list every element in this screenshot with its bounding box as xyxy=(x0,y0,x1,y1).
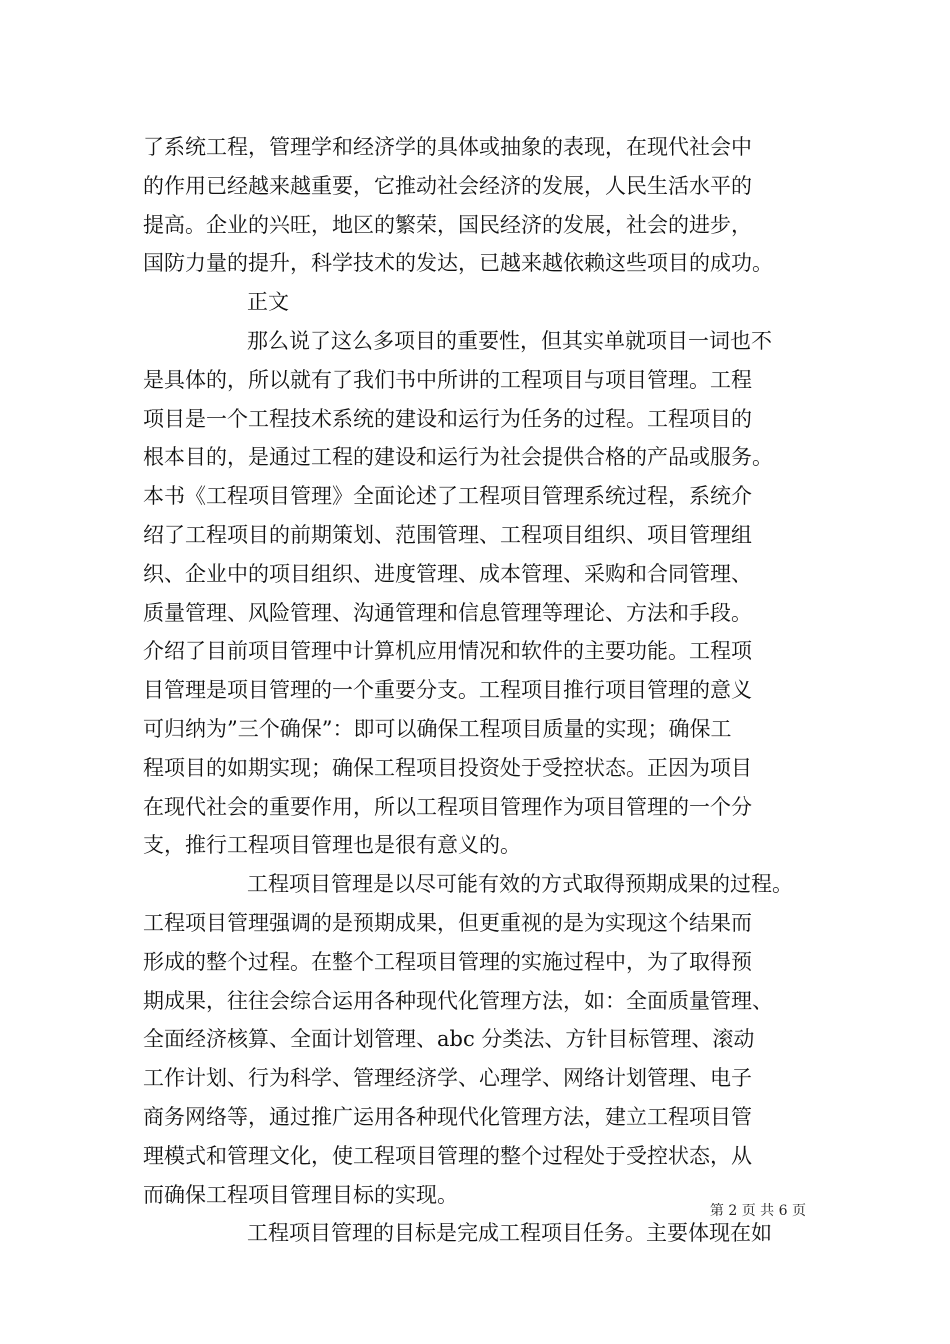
body-text-line: 期成果，往往会综合运用各种现代化管理方法，如：全面质量管理、 xyxy=(143,988,773,1013)
body-text-line: 目管理是项目管理的一个重要分支。工程项目推行项目管理的意义 xyxy=(143,678,752,703)
body-text-line: 绍了工程项目的前期策划、范围管理、工程项目组织、项目管理组 xyxy=(143,522,752,547)
body-text-line: 工作计划、行为科学、管理经济学、心理学、网络计划管理、电子 xyxy=(143,1066,752,1091)
body-text-line: 根本目的，是通过工程的建设和运行为社会提供合格的产品或服务。 xyxy=(143,445,773,470)
body-text-line: 提高。企业的兴旺，地区的繁荣，国民经济的发展，社会的进步， xyxy=(143,212,752,237)
body-text-line: 项目是一个工程技术系统的建设和运行为任务的过程。工程项目的 xyxy=(143,406,752,431)
body-text-line: 在现代社会的重要作用，所以工程项目管理作为项目管理的一个分 xyxy=(143,794,752,819)
body-text-line: 织、企业中的项目组织、进度管理、成本管理、采购和合同管理、 xyxy=(143,561,752,586)
body-text-line: 可归纳为”三个确保”：即可以确保工程项目质量的实现；确保工 xyxy=(143,716,732,741)
body-text-line: 程项目的如期实现；确保工程项目投资处于受控状态。正因为项目 xyxy=(143,755,752,780)
body-text-line: 商务网络等，通过推广运用各种现代化管理方法，建立工程项目管 xyxy=(143,1104,752,1129)
body-text-line: 了系统工程，管理学和经济学的具体或抽象的表现，在现代社会中 xyxy=(143,135,752,159)
body-text-line: 国防力量的提升，科学技术的发达，已越来越依赖这些项目的成功。 xyxy=(143,251,773,276)
body-text-line: 介绍了目前项目管理中计算机应用情况和软件的主要功能。工程项 xyxy=(143,639,752,664)
document-body xyxy=(143,128,823,1253)
body-text-line: 支，推行工程项目管理也是很有意义的。 xyxy=(143,833,521,858)
body-text-line: 的作用已经越来越重要，它推动社会经济的发展，人民生活水平的 xyxy=(143,173,752,198)
body-text-line: 是具体的，所以就有了我们书中所讲的工程项目与项目管理。工程 xyxy=(143,367,752,392)
page-number-footer: 第 2 页 共 6 页 xyxy=(709,1203,806,1219)
paragraph-first-line: 工程项目管理的目标是完成工程项目任务。主要体现在如 xyxy=(247,1221,772,1246)
body-text-line: 质量管理、风险管理、沟通管理和信息管理等理论、方法和手段。 xyxy=(143,600,752,625)
body-text-line: 形成的整个过程。在整个工程项目管理的实施过程中，为了取得预 xyxy=(143,949,752,974)
body-text-line: 工程项目管理强调的是预期成果，但更重视的是为实现这个结果而 xyxy=(143,910,752,935)
paragraph-first-line: 工程项目管理是以尽可能有效的方式取得预期成果的过程。 xyxy=(247,872,793,897)
body-text-line: 而确保工程项目管理目标的实现。 xyxy=(143,1182,458,1207)
paragraph-first-line: 那么说了这么多项目的重要性，但其实单就项目一词也不 xyxy=(247,328,772,353)
body-text-line: 理模式和管理文化，使工程项目管理的整个过程处于受控状态，从 xyxy=(143,1143,752,1168)
body-text-line: 全面经济核算、全面计划管理、abc 分类法、方针目标管理、滚动 xyxy=(143,1027,755,1052)
body-text-line: 本书《工程项目管理》全面论述了工程项目管理系统过程，系统介 xyxy=(143,484,752,509)
section-heading: 正文 xyxy=(247,290,289,315)
